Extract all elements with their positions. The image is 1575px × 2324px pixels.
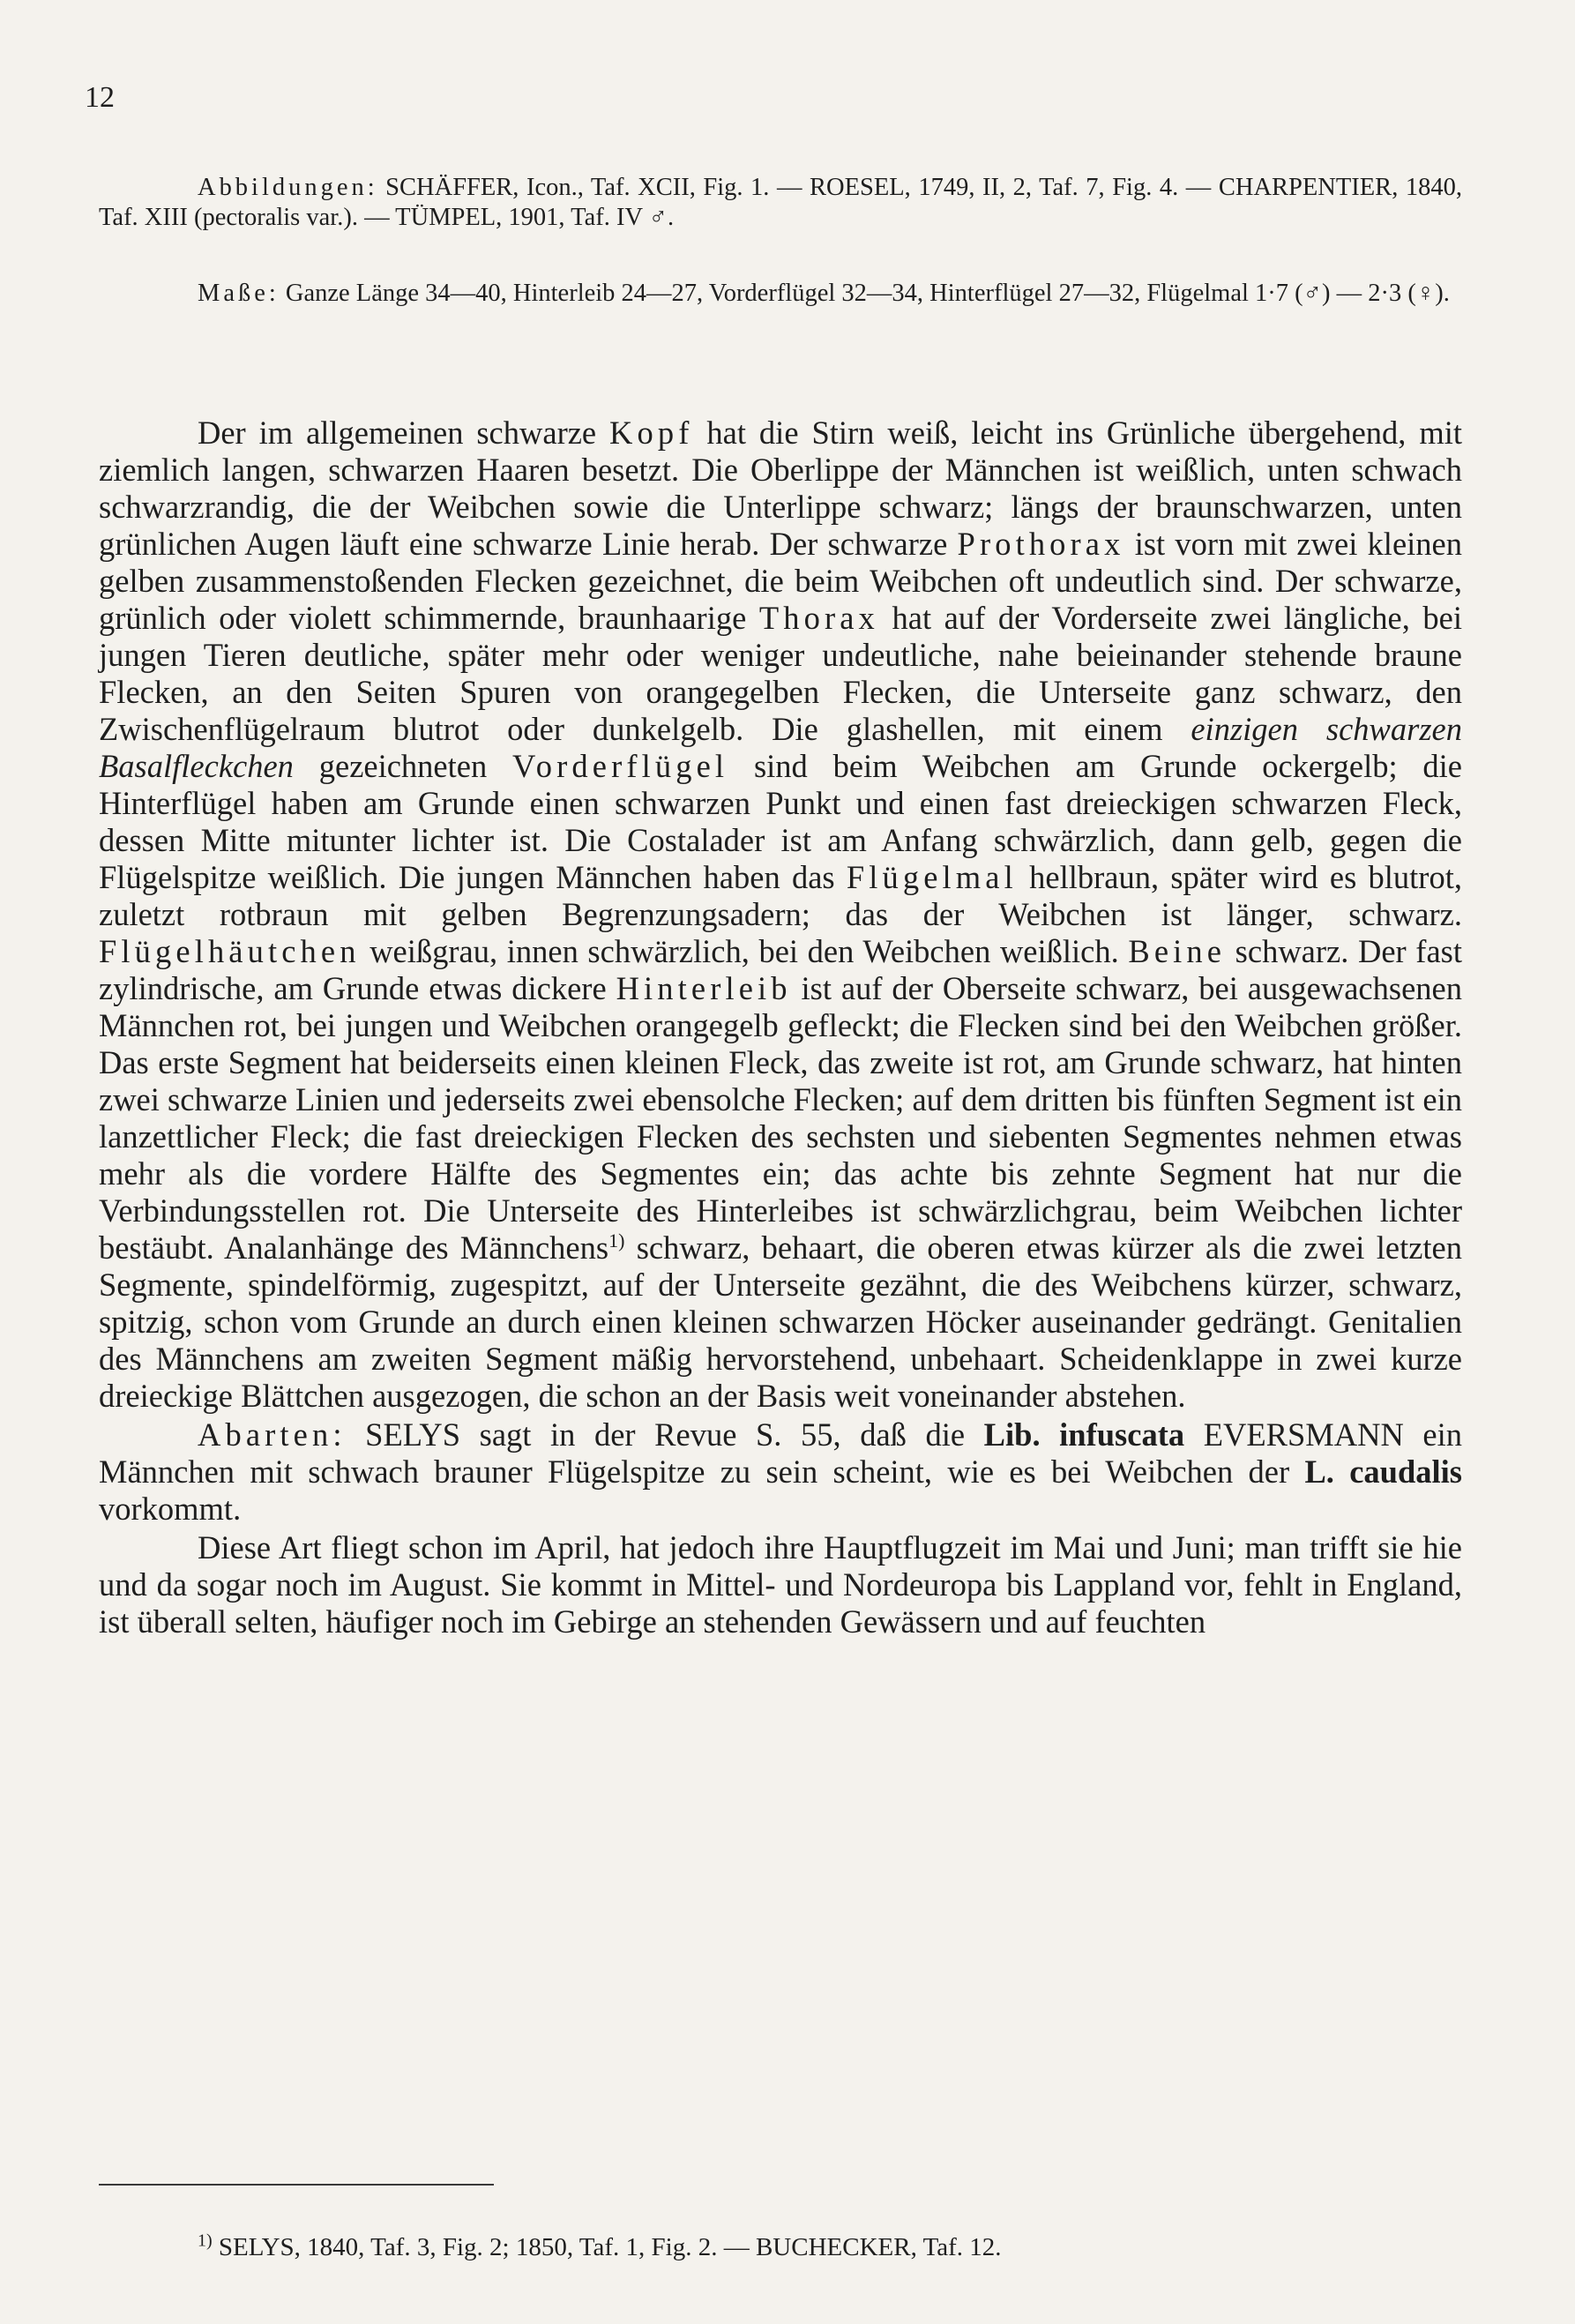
term-beine: Beine: [1128, 933, 1227, 969]
footnote: [198, 2231, 1002, 2263]
footnote-mark: 1): [198, 2231, 213, 2251]
references-label: Abbildungen:: [198, 174, 378, 201]
footnote-reference: 1): [608, 1229, 625, 1252]
term-kopf: Kopf: [609, 415, 694, 451]
page-number: 12: [85, 81, 115, 114]
illustrations-references: [99, 173, 1462, 233]
variations-label: Abarten:: [198, 1416, 347, 1453]
term-thorax: Thorax: [758, 600, 879, 636]
footnote-divider: [99, 2184, 494, 2186]
term-fluegelmal: Flügelmal: [846, 859, 1018, 895]
species-caudalis: L. caudalis: [1304, 1453, 1462, 1490]
measurements-label: Maße:: [198, 280, 280, 307]
term-hinterleib: Hinterleib: [616, 970, 792, 1006]
italic-phrase: einzigen schwarzen Basalfleckchen: [99, 711, 1463, 784]
term-prothorax: Prothorax: [957, 526, 1125, 562]
measurements: [99, 279, 1462, 309]
variations-paragraph: Abarten: SELYS sagt in der Revue S. 55, daß die Lib. infuscata EVERSMANN ein Männchen mit schwach brauner Flügelspitze zu sein scheint, wie es bei Weibchen der L. caudalis vorkommt.: [99, 1416, 1463, 1527]
main-text: [99, 415, 1462, 1640]
footnote-text: SELYS, 1840, Taf. 3, Fig. 2; 1850, Taf. 1, Fig. 2. — BUCHECKER, Taf. 12.: [212, 2233, 1002, 2261]
term-vorderfluegel: Vorderflügel: [512, 748, 729, 784]
term-fluegelhaeutchen: Flügelhäutchen: [99, 933, 361, 969]
references-text: SCHÄFFER, Icon., Taf. XCII, Fig. 1. — ROESEL, 1749, II, 2, Taf. 7, Fig. 4. — CHARPENTIER, 1840, Taf. XIII (pectoralis var.). — TÜMPEL, 1901, Taf. IV ♂.: [99, 174, 1462, 231]
distribution-paragraph: Diese Art fliegt schon im April, hat jedoch ihre Hauptflugzeit im Mai und Juni; man trifft sie hie und da sogar noch im August. Sie kommt in Mittel- und Nordeuropa bis Lappland vor, fehlt in England, ist überall selten, häufiger noch im Gebirge an stehenden Gewässern und auf feuchten: [99, 1529, 1462, 1640]
description-paragraph: Der im allgemeinen schwarze Kopf hat die Stirn weiß, leicht ins Grünliche übergehend, mit ziemlich langen, schwarzen Haaren besetzt. Die Oberlippe der Männchen ist weißlich, unten schwach schwarzrandig, die der Weibchen sowie die Unterlippe schwarz; längs der braunschwarzen, unten grünlichen Augen läuft eine schwarze Linie herab. Der schwarze Prothorax ist vorn mit zwei kleinen gelben zusammenstoßenden Flecken gezeichnet, die beim Weibchen oft undeutlich sind. Der schwarze, grünlich oder violett schimmernde, braunhaarige Thorax hat auf der Vorderseite zwei längliche, bei jungen Tieren deutliche, später mehr oder weniger undeutliche, nahe beieinander stehende braune Flecken, an den Seiten Spuren von orangegelben Flecken, die Unterseite ganz schwarz, den Zwischenflügelraum blutrot oder dunkelgelb. Die glashellen, mit einem einzigen schwarzen Basalfleckchen gezeichneten Vorderflügel sind beim Weibchen am Grunde ockergelb; die Hinterflügel haben am Grunde einen schwarzen Punkt und einen fast dreieckigen schwarzen Fleck, dessen Mitte mitunter lichter ist. Die Costalader ist am Anfang schwärzlich, dann gelb, gegen die Flügelspitze weißlich. Die jungen Männchen haben das Flügelmal hellbraun, später wird es blutrot, zuletzt rotbraun mit gelben Begrenzungsadern; das der Weibchen ist länger, schwarz. Flügelhäutchen weißgrau, innen schwärzlich, bei den Weibchen weißlich. Beine schwarz. Der fast zylindrische, am Grunde etwas dickere Hinterleib ist auf der Oberseite schwarz, bei ausgewachsenen Männchen rot, bei jungen und Weibchen orangegelb gefleckt; die Flecken sind bei den Weibchen größer. Das erste Segment hat beiderseits einen kleinen Fleck, das zweite ist rot, am Grunde schwarz, hat hinten zwei schwarze Linien und jederseits zwei ebensolche Flecken; auf dem dritten bis fünften Segment ist ein lanzettlicher Fleck; die fast dreieckigen Flecken des sechsten und siebenten Segmentes nehmen etwas mehr als die vordere Hälfte des Segmentes ein; das achte bis zehnte Segment hat nur die Verbindungsstellen rot. Die Unterseite des Hinterleibes ist schwärzlichgrau, beim Weibchen lichter bestäubt. Analanhänge des Männchens$^{1)}$ schwarz, behaart, die oberen etwas kürzer als die zwei letzten Segmente, spindelförmig, zugespitzt, auf der Unterseite gezähnt, die des Weibchens kürzer, schwarz, spitzig, schon vom Grunde an durch einen kleinen schwarzen Höcker auseinander gedrängt. Genitalien des Männchens am zweiten Segment mäßig hervorstehend, unbehaart. Scheidenklappe in zwei kurze dreieckige Blättchen ausgezogen, die schon an der Basis weit voneinander abstehen.: [99, 415, 1463, 1414]
species-infuscata: Lib. infuscata: [983, 1416, 1185, 1453]
measurements-text: Ganze Länge 34—40, Hinterleib 24—27, Vorderflügel 32—34, Hinterflügel 27—32, Flügelmal 1·7 (♂) — 2·3 (♀).: [279, 280, 1450, 307]
